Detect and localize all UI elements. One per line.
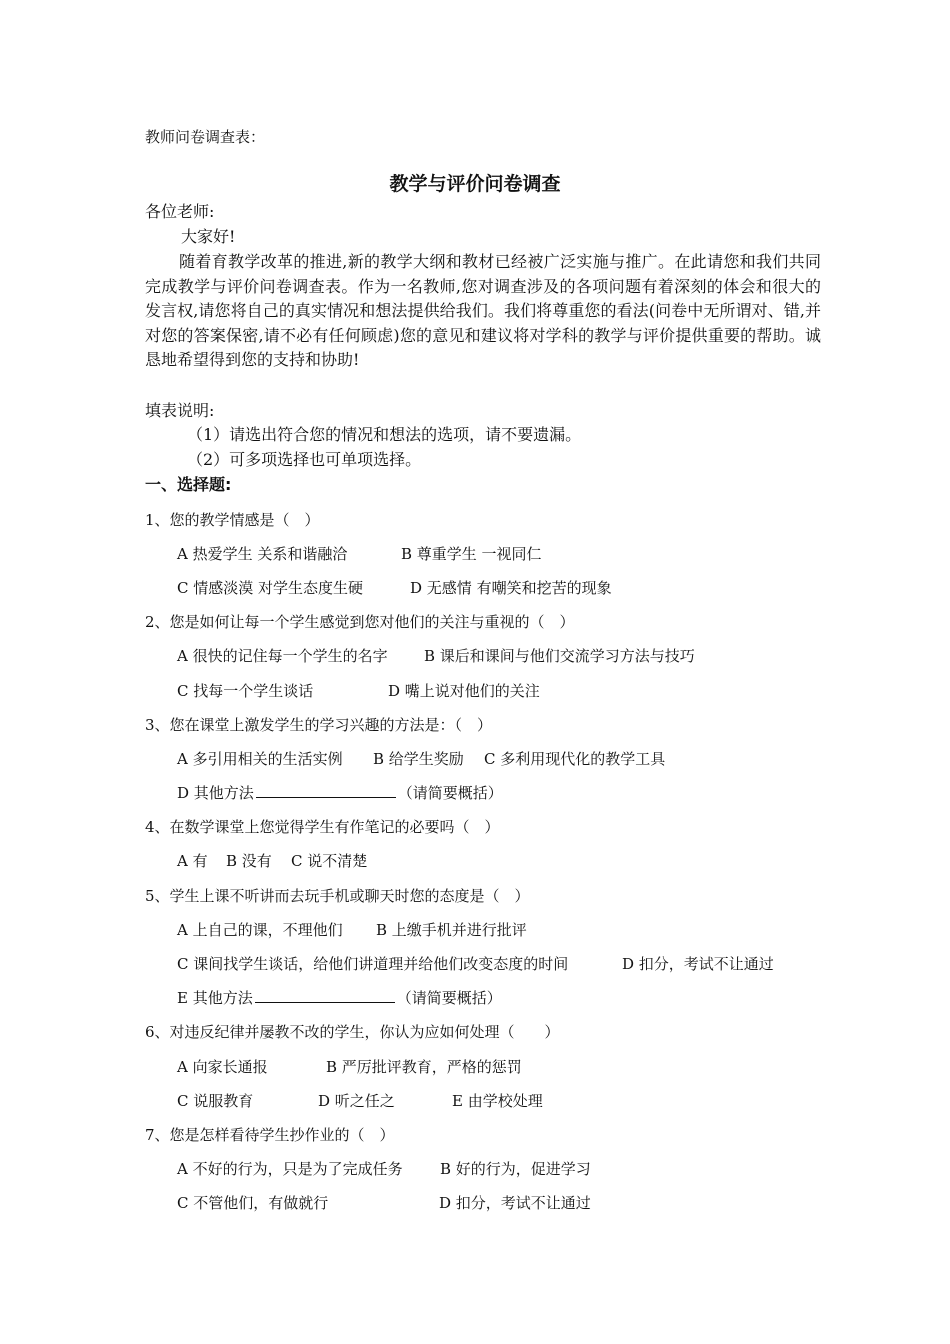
question-7: 7、您是怎样看待学生抄作业的（ ） xyxy=(145,1126,395,1144)
option-4b: B 没有 xyxy=(226,852,272,870)
option-1a: A 热爱学生 关系和谐融洽 xyxy=(177,545,348,563)
option-7d: D 扣分，考试不让通过 xyxy=(439,1194,591,1212)
option-6d: D 听之任之 xyxy=(318,1092,395,1110)
instructions-heading: 填表说明: xyxy=(145,401,215,420)
option-2a: A 很快的记住每一个学生的名字 xyxy=(177,647,388,665)
hello-line: 大家好! xyxy=(181,227,236,246)
option-7b: B 好的行为，促进学习 xyxy=(440,1160,591,1178)
answer-blank[interactable] xyxy=(255,988,395,1003)
question-2: 2、您是如何让每一个学生感觉到您对他们的关注与重视的（ ） xyxy=(145,613,575,631)
question-5: 5、学生上课不听讲而去玩手机或聊天时您的态度是（ ） xyxy=(145,887,530,905)
option-6b: B 严厉批评教育，严格的惩罚 xyxy=(326,1058,522,1076)
option-4a: A 有 xyxy=(177,852,208,870)
option-5a: A 上自己的课，不理他们 xyxy=(177,921,343,939)
option-3d-hint: （请简要概括） xyxy=(397,784,503,802)
question-6: 6、对违反纪律并屡教不改的学生，你认为应如何处理（ ） xyxy=(145,1023,560,1041)
option-7c: C 不管他们，有做就行 xyxy=(177,1194,329,1212)
option-5b: B 上缴手机并进行批评 xyxy=(376,921,527,939)
option-1d: D 无感情 有嘲笑和挖苦的现象 xyxy=(410,579,612,597)
option-5d: D 扣分，考试不让通过 xyxy=(622,955,774,973)
option-1b: B 尊重学生 一视同仁 xyxy=(401,545,542,563)
option-4c: C 说不清楚 xyxy=(291,852,368,870)
option-3d xyxy=(177,782,503,804)
answer-blank[interactable] xyxy=(256,783,396,798)
greeting: 各位老师: xyxy=(145,202,215,221)
option-2d: D 嘴上说对他们的关注 xyxy=(388,682,540,700)
option-3b: B 给学生奖励 xyxy=(373,750,464,768)
option-5e-label: E 其他方法 xyxy=(177,989,253,1007)
option-6a: A 向家长通报 xyxy=(177,1058,268,1076)
option-3a: A 多引用相关的生活实例 xyxy=(177,750,343,768)
question-4: 4、在数学课堂上您觉得学生有作笔记的必要吗（ ） xyxy=(145,818,500,836)
instruction-item: （2）可多项选择也可单项选择。 xyxy=(187,450,422,469)
option-2b: B 课后和课间与他们交流学习方法与技巧 xyxy=(424,647,695,665)
option-5e-hint: （请简要概括） xyxy=(396,989,502,1007)
option-3c: C 多利用现代化的教学工具 xyxy=(484,750,666,768)
option-2c: C 找每一个学生谈话 xyxy=(177,682,314,700)
option-6e: E 由学校处理 xyxy=(452,1092,543,1110)
question-1: 1、您的教学情感是（ ） xyxy=(145,511,320,529)
document-label: 教师问卷调查表： xyxy=(145,128,266,146)
option-5c: C 课间找学生谈话，给他们讲道理并给他们改变态度的时间 xyxy=(177,955,569,973)
section-title: 一、选择题: xyxy=(145,475,232,494)
page-title: 教学与评价问卷调查 xyxy=(389,173,561,195)
option-3d-label: D 其他方法 xyxy=(177,784,254,802)
option-7a: A 不好的行为，只是为了完成任务 xyxy=(177,1160,403,1178)
question-3: 3、您在课堂上激发学生的学习兴趣的方法是：（ ） xyxy=(145,716,493,734)
intro-paragraph: 随着育教学改革的推进,新的教学大纲和教材已经被广泛实施与推广。在此请您和我们共同完成教学与评价问卷调查表。作为一名教师,您对调查涉及的各项问题有着深刻的体会和很大的发言权,请您将自己的真实情况和想法提供给我们。我们将尊重您的看法(问卷中无所谓对、错,并对您的答案保密,请不必有任何顾虑)您的意见和建议将对学科的教学与评价提供重要的帮助。诚恳地希望得到您的支持和协助! xyxy=(145,252,821,369)
option-5e xyxy=(177,987,502,1009)
instruction-item: （1）请选出符合您的情况和想法的选项，请不要遗漏。 xyxy=(187,425,582,444)
option-6c: C 说服教育 xyxy=(177,1092,254,1110)
option-1c: C 情感淡漠 对学生态度生硬 xyxy=(177,579,364,597)
